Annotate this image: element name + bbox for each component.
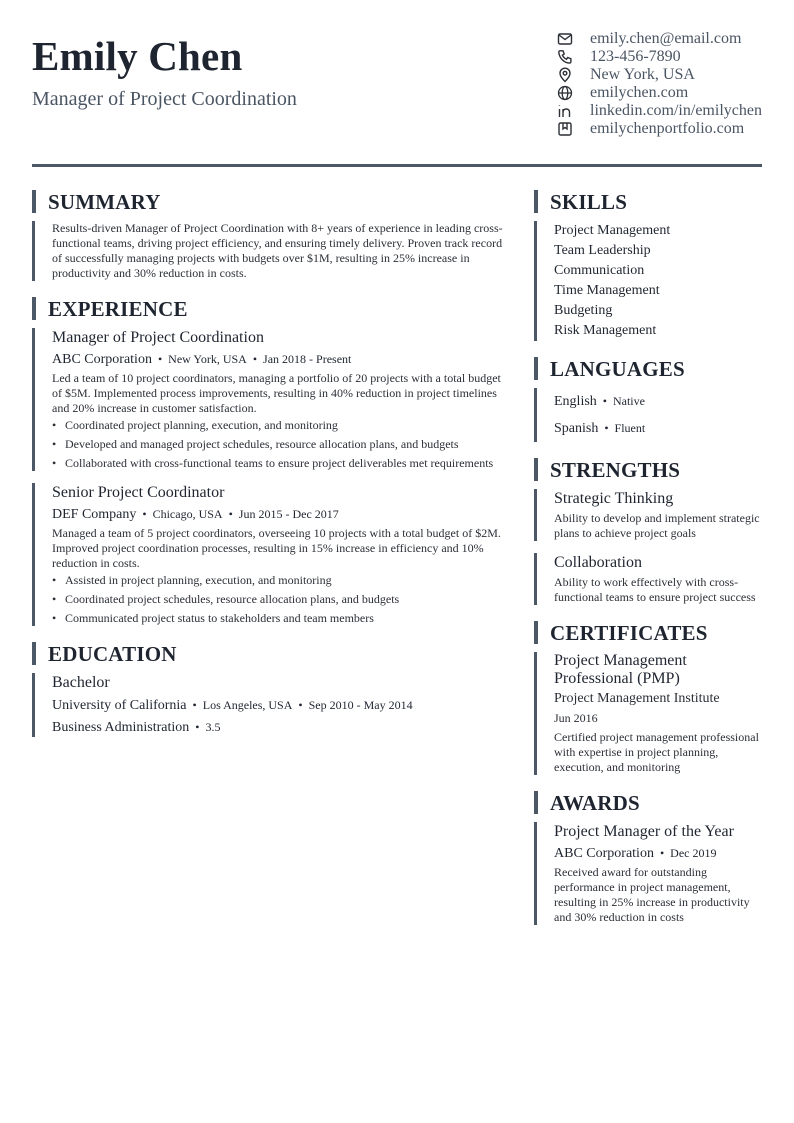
- languages-heading: LANGUAGES: [534, 357, 764, 380]
- contact-linkedin-text[interactable]: linkedin.com/in/emilychen: [590, 102, 762, 119]
- summary-heading: SUMMARY: [32, 190, 510, 213]
- language-item: English • Native: [554, 394, 645, 409]
- experience-company: DEF Company: [52, 507, 137, 522]
- contact-website-text[interactable]: emilychen.com: [590, 84, 689, 101]
- experience-meta: ABC Corporation • New York, USA • Jan 2018 - Present: [52, 352, 352, 367]
- education-school: University of California: [52, 698, 187, 713]
- certificates-heading: CERTIFICATES: [534, 621, 764, 644]
- resume-header: [32, 30, 762, 164]
- globe-icon: [556, 84, 574, 102]
- experience-location: Chicago, USA: [152, 507, 223, 521]
- contact-location: [556, 66, 794, 84]
- contact-website[interactable]: [556, 84, 794, 102]
- language-level: Native: [612, 394, 645, 408]
- strengths-heading: STRENGTHS: [534, 458, 764, 481]
- contact-location-text: New York, USA: [590, 66, 695, 83]
- strength-description: Ability to work effectively with cross-functional teams to ensure project success: [554, 575, 756, 604]
- awards-heading: AWARDS: [534, 791, 764, 814]
- education-gpa: 3.5: [205, 720, 221, 734]
- summary-text: Results-driven Manager of Project Coordination with 8+ years of experience in leading cross-functional teams, driving project efficiency, and ensuring timely delivery. Proven track record of successfully managing projects with budgets over $1M, resulting in 25% increase in productivity and 30% reduction in costs.: [32, 221, 510, 281]
- experience-description: Led a team of 10 project coordinators, managing a portfolio of 20 projects with a total budget of $5M. Implemented process improvements, resulting in 40% reduction in project timelines and 20% increase in customer satisfaction.: [52, 371, 501, 415]
- contact-portfolio-text[interactable]: emilychenportfolio.com: [590, 120, 745, 137]
- bullet-item: • Communicated project status to stakeholders and team members: [52, 611, 510, 626]
- portfolio-icon: [556, 120, 574, 138]
- education-location: Los Angeles, USA: [202, 698, 293, 712]
- skill-item: Budgeting: [554, 303, 613, 318]
- experience-item: [32, 483, 510, 626]
- contact-phone[interactable]: [556, 48, 794, 66]
- bullet-item: • Coordinated project planning, execution, and monitoring: [52, 418, 510, 433]
- experience-heading: EXPERIENCE: [32, 297, 510, 320]
- contact-list: [556, 30, 794, 138]
- education-heading: EDUCATION: [32, 642, 510, 665]
- right-column: [534, 188, 764, 925]
- skill-item: Project Management: [554, 223, 671, 238]
- contact-portfolio[interactable]: [556, 120, 794, 138]
- job-title: Manager of Project Coordination: [32, 88, 297, 110]
- phone-icon: [556, 48, 574, 66]
- strength-description: Ability to develop and implement strategic plans to achieve project goals: [554, 511, 760, 540]
- award-issuer: ABC Corporation: [554, 846, 654, 861]
- education-meta: University of California • Los Angeles, USA • Sep 2010 - May 2014: [52, 698, 413, 713]
- email-icon: [556, 30, 574, 48]
- award-name: Project Manager of the Year: [554, 823, 734, 840]
- certificate-item: [534, 652, 764, 775]
- bullet-item: • Collaborated with cross-functional teams to ensure project deliverables met requirements: [52, 456, 510, 471]
- language-name: Spanish: [554, 421, 599, 436]
- experience-meta: DEF Company • Chicago, USA • Jun 2015 - Dec 2017: [52, 507, 339, 522]
- certificate-name: Project Management Professional (PMP): [554, 652, 687, 687]
- candidate-name: Emily Chen: [32, 33, 243, 79]
- education-dates: Sep 2010 - May 2014: [308, 698, 413, 712]
- contact-email-text[interactable]: emily.chen@email.com: [590, 30, 742, 47]
- language-item: Spanish • Fluent: [554, 421, 646, 436]
- language-level: Fluent: [614, 421, 646, 435]
- experience-bullets: [52, 418, 510, 471]
- skills-heading: SKILLS: [534, 190, 764, 213]
- contact-phone-text[interactable]: 123-456-7890: [590, 48, 681, 65]
- language-name: English: [554, 394, 597, 409]
- award-item: [534, 822, 764, 925]
- experience-description: Managed a team of 5 project coordinators, overseeing 10 projects with a total budget of $2M. Improved project coordination processes, resulting in 15% increase in efficiency and 10% reduction in costs.: [52, 526, 501, 570]
- location-pin-icon: [556, 66, 574, 84]
- contact-linkedin[interactable]: [556, 102, 794, 120]
- strength-name: Strategic Thinking: [554, 490, 674, 507]
- experience-dates: Jan 2018 - Present: [263, 352, 352, 366]
- award-meta: ABC Corporation • Dec 2019: [554, 846, 717, 861]
- certificate-date: Jun 2016: [554, 711, 598, 725]
- education-degree: Bachelor: [52, 674, 110, 691]
- skill-item: Time Management: [554, 283, 660, 298]
- experience-item: [32, 328, 510, 471]
- education-field-row: Business Administration • 3.5: [52, 720, 221, 735]
- certificate-issuer: Project Management Institute: [554, 691, 720, 706]
- education-item: [32, 673, 510, 737]
- left-column: [32, 188, 510, 737]
- skill-item: Risk Management: [554, 323, 657, 338]
- experience-dates: Jun 2015 - Dec 2017: [238, 507, 339, 521]
- bullet-item: • Assisted in project planning, execution, and monitoring: [52, 573, 510, 588]
- experience-location: New York, USA: [168, 352, 247, 366]
- contact-email[interactable]: [556, 30, 794, 48]
- certificate-description: Certified project management professional with expertise in project planning, execution, and monitoring: [554, 730, 759, 774]
- linkedin-icon: [556, 102, 574, 120]
- strength-item: [534, 489, 764, 541]
- experience-role: Senior Project Coordinator: [52, 484, 225, 501]
- bullet-item: • Developed and managed project schedules, resource allocation plans, and budgets: [52, 437, 510, 452]
- header-divider: [32, 164, 762, 167]
- strength-item: [534, 553, 764, 605]
- skills-list: [534, 221, 764, 341]
- award-description: Received award for outstanding performance in project management, resulting in 25% increase in productivity and 30% reduction in costs: [554, 865, 750, 924]
- education-field: Business Administration: [52, 720, 190, 735]
- strength-name: Collaboration: [554, 554, 642, 571]
- bullet-item: • Coordinated project schedules, resource allocation plans, and budgets: [52, 592, 510, 607]
- skill-item: Communication: [554, 263, 645, 278]
- experience-bullets: [52, 573, 510, 626]
- experience-role: Manager of Project Coordination: [52, 329, 264, 346]
- languages-list: [534, 388, 764, 442]
- skill-item: Team Leadership: [554, 243, 651, 258]
- award-date: Dec 2019: [670, 846, 717, 860]
- experience-company: ABC Corporation: [52, 352, 152, 367]
